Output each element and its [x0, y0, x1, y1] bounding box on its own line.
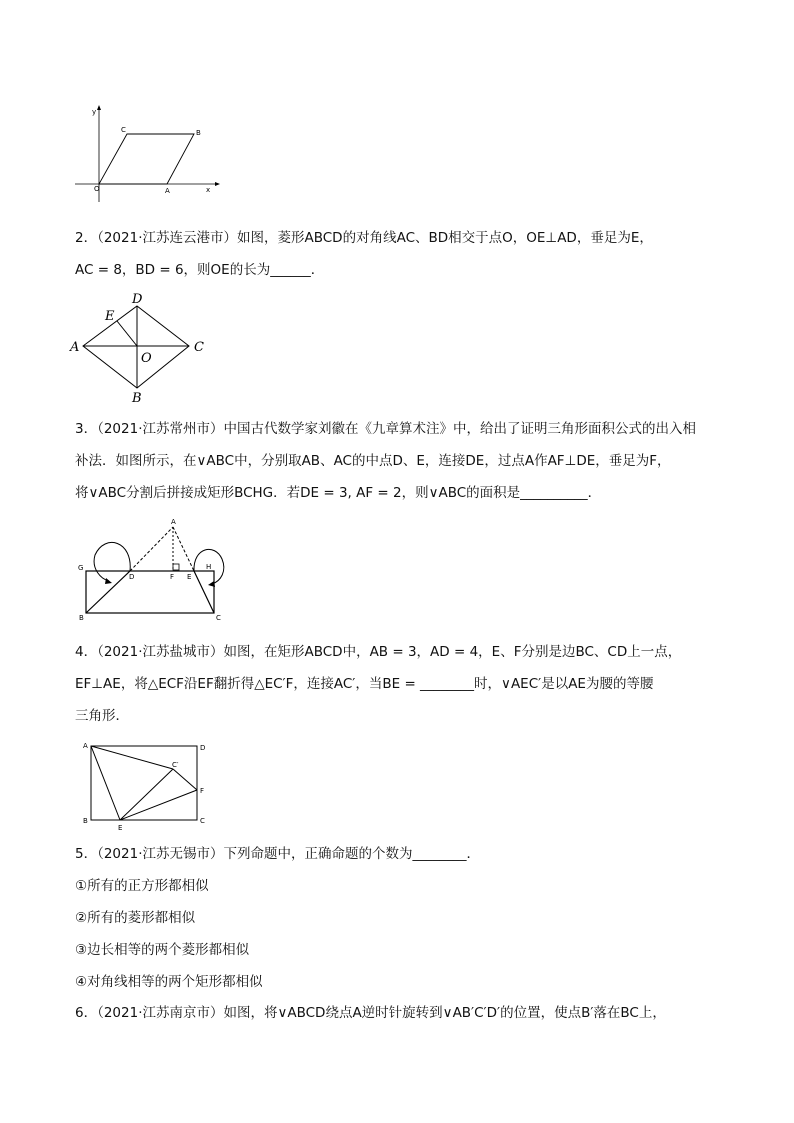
label-c: C	[216, 614, 221, 622]
side-ac-lower	[194, 571, 214, 613]
rectangle-bchg	[86, 571, 214, 613]
label-h: H	[206, 563, 212, 571]
q4-line1: 4．（2021·江苏盐城市）如图，在矩形ABCD中，AB = 3，AD = 4，E、F分别是边BC、CD上一点，	[75, 644, 682, 660]
right-angle-mark	[173, 564, 179, 570]
label-c: C	[200, 817, 205, 825]
label-e: E	[187, 573, 192, 581]
segment-ec1	[120, 769, 173, 820]
segment-oe	[117, 321, 137, 346]
q3-line1: 3．（2021·江苏常州市）中国古代数学家刘徽在《九章算术注》中，给出了证明三角形面积公式的出入相	[75, 421, 696, 437]
label-o: O	[94, 185, 100, 193]
rhombus	[83, 306, 189, 388]
label-d: D	[200, 744, 206, 752]
label-f: F	[170, 573, 175, 581]
parallelogram	[99, 134, 194, 184]
y-axis-arrow	[97, 105, 101, 110]
label-b: B	[196, 129, 201, 137]
label-f: F	[200, 787, 205, 795]
segment-ac1	[91, 746, 173, 769]
figure-triangle-rectangle	[75, 515, 235, 625]
figure-rectangle-fold	[78, 738, 218, 833]
q2-line2: AC = 8，BD = 6，则OE的长为______．	[75, 262, 325, 278]
label-d: D	[129, 573, 135, 581]
label-c: C	[194, 340, 204, 355]
q5-option-1: ①所有的正方形都相似	[75, 878, 209, 894]
label-b: B	[79, 614, 84, 622]
q6-line1: 6．（2021·江苏南京市）如图，将∨ABCD绕点A逆时针旋转到∨AB′C′D′的位置，使点B′落在BC上，	[75, 1005, 666, 1021]
label-e: E	[118, 824, 123, 832]
label-x: x	[206, 186, 211, 194]
figure-parallelogram-axes	[70, 100, 230, 210]
label-a: A	[171, 518, 176, 526]
segment-ae	[91, 746, 120, 820]
q4-line3: 三角形．	[75, 708, 129, 724]
q3-line2: 补法．如图所示，在∨ABC中，分别取AB、AC的中点D、E，连接DE，过点A作AF⊥DE，垂足为F，	[75, 453, 671, 469]
q2-line1: 2．（2021·江苏连云港市）如图，菱形ABCD的对角线AC、BD相交于点O，OE⊥AD，垂足为E，	[75, 230, 653, 246]
side-ac-upper	[173, 527, 194, 571]
q5-line1: 5．（2021·江苏无锡市）下列命题中，正确命题的个数为________．	[75, 846, 480, 862]
label-b: B	[83, 817, 88, 825]
segment-ef	[120, 790, 197, 820]
label-c: C	[121, 126, 126, 134]
label-o: O	[141, 351, 152, 366]
figure-rhombus	[66, 288, 216, 408]
rotation-arrow-left	[105, 578, 112, 584]
label-a: A	[83, 742, 88, 750]
label-a: A	[70, 340, 80, 355]
rotation-arrow-right	[208, 581, 215, 587]
label-y: y	[92, 108, 97, 116]
label-b: B	[132, 391, 142, 406]
x-axis-arrow	[215, 182, 220, 186]
q5-option-4: ④对角线相等的两个矩形都相似	[75, 974, 263, 990]
label-c1: C′	[172, 761, 179, 769]
side-ab-upper	[130, 527, 173, 571]
q5-option-2: ②所有的菱形都相似	[75, 910, 196, 926]
label-d: D	[132, 292, 143, 307]
label-e: E	[105, 309, 115, 324]
q3-line3: 将∨ABC分割后拼接成矩形BCHG．若DE = 3, AF = 2，则∨ABC的面积是__________．	[75, 485, 602, 501]
side-ab-lower	[86, 571, 130, 613]
q4-line2: EF⊥AE，将△ECF沿EF翻折得△EC′F，连接AC′，当BE = ________时，∨AEC′是以AE为腰的等腰	[75, 676, 654, 692]
q5-option-3: ③边长相等的两个菱形都相似	[75, 942, 250, 958]
label-g: G	[78, 564, 84, 572]
segment-c1f	[173, 769, 197, 790]
label-a: A	[165, 187, 170, 195]
rectangle-abcd	[91, 746, 197, 820]
